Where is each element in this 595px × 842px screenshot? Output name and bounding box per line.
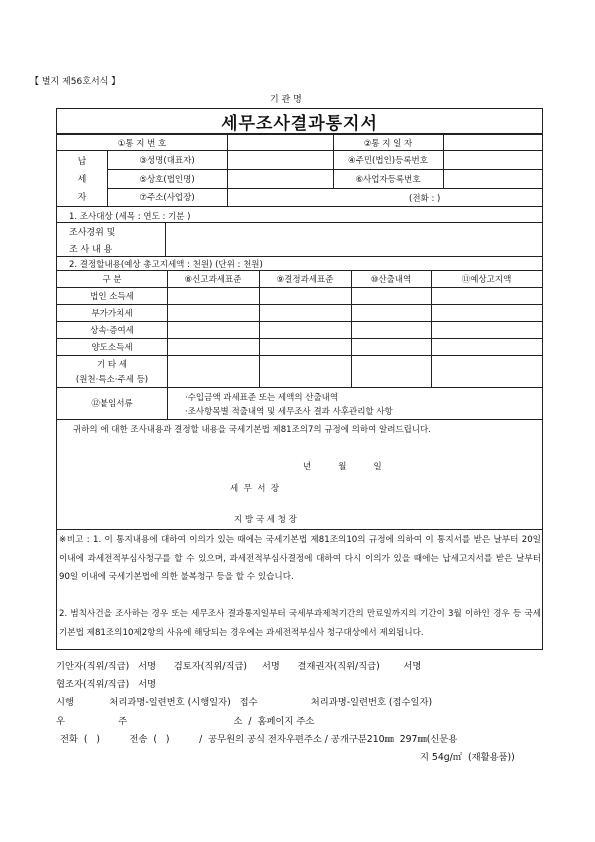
- tax-row-label: 법인 소득세: [90, 292, 134, 302]
- tax-row-label: 부가가치세: [91, 309, 133, 319]
- divider: [57, 529, 542, 530]
- attachment-item: ·수입금액 과세표준 또는 세액의 산출내역: [185, 393, 339, 403]
- phone-label: (전화 : ): [409, 194, 441, 204]
- divider: [227, 135, 228, 150]
- col-type-header: 구 분: [102, 275, 122, 285]
- notice-number-label: ①통 지 번 호: [117, 138, 167, 149]
- footer-contact-line: 전화 ( ) 전송 ( ) / 공무원의 공식 전자우편주소 / 공개구분210㎜ 297㎜(신문용: [60, 734, 458, 745]
- notice-text: 귀하의 에 대한 조사내용과 결정할 내용을 국세기본법 제81조의7의 규정에 의하여 알려드립니다.: [73, 425, 431, 435]
- divider: [57, 419, 542, 420]
- divider: [227, 188, 228, 206]
- remarks-1: ※비고 : 1. 이 통지내용에 대하여 이의가 있는 때에는 국세기본법 제81조의10의 규정에 의하여 이 통지서를 받은 날부터 20일 이내에 과세전적부심사청구를 할 수 있으며, 과세전적부심사결정에 대하여 다시 이의가 있을 때에는 납세고지서를 받은 날부터 90일 이내에 국세기본법에 의한 불복청구 등을 할 수 있습니다.: [59, 535, 541, 582]
- resident-number-label: ④주민(법인)등록번호: [348, 155, 428, 166]
- tax-row-label: (원천·특소·주세 등): [75, 375, 149, 385]
- notice-date-label: ②통 지 일 자: [363, 138, 413, 149]
- form-title: 세무조사결과통지서: [221, 113, 378, 134]
- notice-form: [56, 108, 543, 650]
- company-label: ⑤상호(법인명): [139, 174, 195, 185]
- footer-cooperator-line: 협조자(직위/직급) 서명: [56, 679, 157, 690]
- divider: [57, 206, 542, 207]
- divider: [57, 256, 542, 257]
- divider: [259, 270, 260, 387]
- audit-target-label: 1. 조사대상 (세목 : 연도 : 기분 ): [69, 212, 191, 222]
- taxpayer-char: 세: [77, 174, 87, 185]
- remarks-2: 2. 범칙사건을 조사하는 경우 또는 세무조사 결과통지일부터 국세부과제척기간의 만료일까지의 기간이 3월 이하인 경우 등 국세기본법 제81조의10제2항의 사유에 해당되는 경우에는 과세전적부심사 청구대상에서 제외됩니다.: [59, 609, 541, 638]
- audit-history-label: 조사경위 및: [69, 228, 116, 238]
- footer-execution-line: 시행 처리과명-일련번호 (시행일자) 접수 처리과명-일련번호 (접수일자): [56, 697, 433, 708]
- divider: [57, 222, 542, 223]
- footer-address-line: 우 주 소 / 홈페이지 주소: [56, 716, 315, 727]
- address-label: ⑦주소(사업장): [139, 193, 195, 203]
- divider: [431, 270, 432, 387]
- form-number: 【 별지 제56호서식 】: [30, 77, 121, 87]
- col-decided-base-header: ⑨결정과세표준: [276, 275, 334, 285]
- attachment-label: ⑫붙임서류: [91, 399, 133, 409]
- divider: [165, 222, 166, 256]
- audit-history-label: 조 사 내 용: [69, 245, 113, 255]
- notice-date: 년 월 일: [303, 462, 382, 472]
- business-number-label: ⑥사업자등록번호: [355, 174, 421, 185]
- tax-row-label: 기 타 세: [96, 360, 128, 370]
- signer-regional-office: 지 방 국 세 청 장: [234, 515, 297, 525]
- divider: [351, 270, 352, 387]
- col-reported-base-header: ⑧신고과세표준: [184, 275, 242, 285]
- agency-name: 기 관 명: [270, 95, 302, 105]
- taxpayer-char: 자: [77, 192, 87, 203]
- col-calculation-header: ⑩산출내역: [370, 275, 412, 285]
- attachment-item: ·조사항목별 적출내역 및 세무조사 결과 사후관리할 사항: [185, 407, 393, 417]
- divider: [443, 135, 444, 150]
- divider: [167, 270, 168, 419]
- decision-label: 2. 결정할내용(예상 총고지세액 : 천원) (단위 : 천원): [69, 260, 263, 270]
- tax-row-label: 양도소득세: [91, 343, 133, 353]
- taxpayer-char: 납: [77, 156, 87, 167]
- footer-approval-line: 기안자(직위/직급) 서명 검토자(직위/직급) 서명 결재권자(직위/직급) 서명: [56, 661, 422, 672]
- col-expected-amount-header: ⑪예상고지액: [461, 275, 512, 285]
- footer-paper-line: 지 54g/㎡ (재활용품)): [420, 752, 515, 763]
- tax-row-label: 상속·증여세: [90, 326, 134, 336]
- signer-tax-office: 세 무 서 장: [230, 484, 280, 494]
- name-label: ③성명(대표자): [139, 155, 195, 166]
